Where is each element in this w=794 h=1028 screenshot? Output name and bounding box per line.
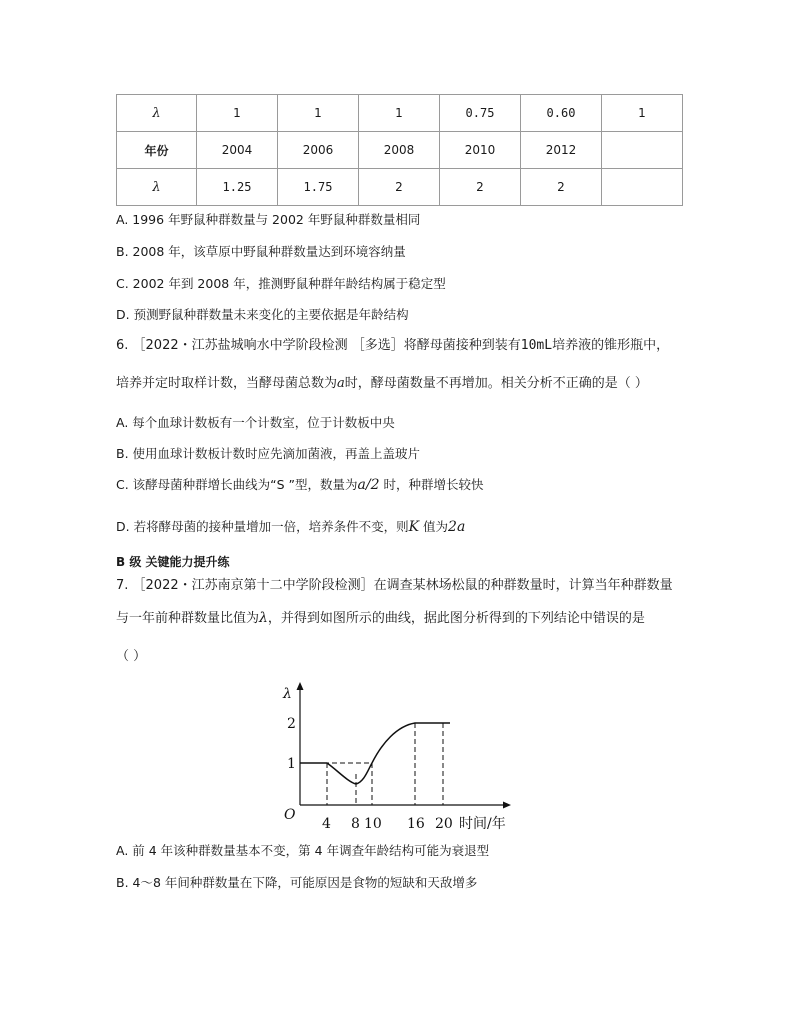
y-tick-label-1: 1 xyxy=(287,756,296,772)
section-heading: B 级 关键能力提升练 xyxy=(116,555,230,569)
table-cell: 1.75 xyxy=(278,169,359,206)
x-tick-label-16: 16 xyxy=(407,816,425,832)
table-cell: 2 xyxy=(440,169,521,206)
table-cell xyxy=(602,169,683,206)
q7-option-b: B. 4～8 年间种群数量在下降，可能原因是食物的短缺和天敌增多 xyxy=(116,875,478,890)
x-axis-arrow xyxy=(503,802,511,809)
table-row-header: 年份 xyxy=(117,132,197,169)
q6-stem-line-1: 6. ［2022・江苏盐城响水中学阶段检测 ［多选］将酵母菌接种到装有10mL培养液的锥形瓶中， xyxy=(116,338,670,353)
table-cell: 0.75 xyxy=(440,95,521,132)
table-cell: 0.60 xyxy=(521,95,602,132)
q7-stem-line-2: 与一年前种群数量比值为λ，并得到如图所示的曲线，据此图分析得到的下列结论中错误的是 xyxy=(116,610,645,626)
q6-option-a: A. 每个血球计数板有一个计数室，位于计数板中央 xyxy=(116,415,395,430)
table-cell: 2 xyxy=(521,169,602,206)
q5-option-b: B. 2008 年，该草原中野鼠种群数量达到环境容纳量 xyxy=(116,244,406,259)
x-axis-label: 时间/年 xyxy=(459,816,506,832)
lambda-year-table xyxy=(116,94,683,206)
y-axis-arrow xyxy=(297,682,304,690)
y-axis-label: λ xyxy=(283,686,292,702)
table-cell: 2004 xyxy=(197,132,278,169)
x-tick-label-20: 20 xyxy=(435,816,453,832)
table-row-header: λ xyxy=(152,105,161,121)
origin-label: O xyxy=(284,807,296,823)
q6-option-b: B. 使用血球计数板计数时应先滴加菌液，再盖上盖玻片 xyxy=(116,446,421,461)
table-row-header: λ xyxy=(152,179,161,195)
lambda-curve xyxy=(300,723,450,784)
table-row xyxy=(117,132,683,169)
q7-stem-line-1: 7. ［2022・江苏南京第十二中学阶段检测］在调查某林场松鼠的种群数量时，计算当年种群数量 xyxy=(116,578,673,593)
table-cell: 1 xyxy=(197,95,278,132)
q6-stem-line-2: 培养并定时取样计数，当酵母菌总数为a时，酵母菌数量不再增加。相关分析不正确的是（ ） xyxy=(116,376,648,391)
x-tick-label-10: 10 xyxy=(364,816,382,832)
table-cell: 2010 xyxy=(440,132,521,169)
table-row xyxy=(117,95,683,132)
table-row xyxy=(117,169,683,206)
table-cell: 1.25 xyxy=(197,169,278,206)
y-tick-label-2: 2 xyxy=(287,716,296,732)
table-cell: 1 xyxy=(359,95,440,132)
table-cell: 2 xyxy=(359,169,440,206)
q6-option-d: D. 若将酵母菌的接种量增加一倍，培养条件不变，则K 值为2a xyxy=(116,519,466,535)
x-tick-label-4: 4 xyxy=(322,816,331,832)
table-cell: 1 xyxy=(278,95,359,132)
lambda-curve-graph xyxy=(272,678,522,838)
table-cell: 2006 xyxy=(278,132,359,169)
q6-option-c: C. 该酵母菌种群增长曲线为“S ”型，数量为a/2 时，种群增长较快 xyxy=(116,477,484,493)
table-cell xyxy=(602,132,683,169)
q7-option-a: A. 前 4 年该种群数量基本不变，第 4 年调查年龄结构可能为衰退型 xyxy=(116,843,490,858)
table-cell: 2008 xyxy=(359,132,440,169)
table-cell: 1 xyxy=(602,95,683,132)
q5-option-d: D. 预测野鼠种群数量未来变化的主要依据是年龄结构 xyxy=(116,307,409,322)
q5-option-a: A. 1996 年野鼠种群数量与 2002 年野鼠种群数量相同 xyxy=(116,212,421,227)
table-cell: 2012 xyxy=(521,132,602,169)
q5-option-c: C. 2002 年到 2008 年，推测野鼠种群年龄结构属于稳定型 xyxy=(116,276,446,291)
q7-answer-bracket: （ ） xyxy=(116,649,147,664)
x-tick-label-8: 8 xyxy=(351,816,360,832)
